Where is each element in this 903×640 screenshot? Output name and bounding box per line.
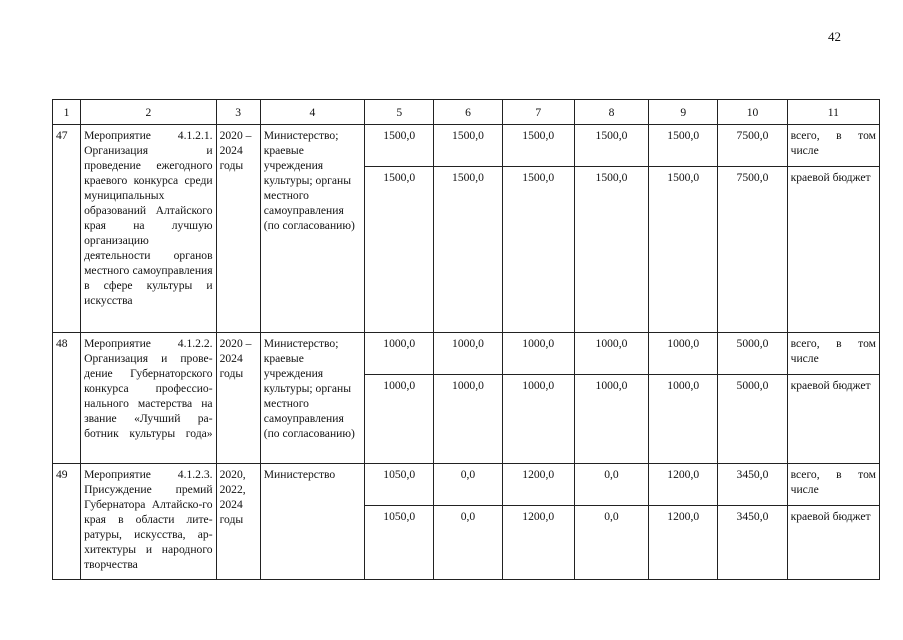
years: 2020 – 2024 годы	[216, 125, 260, 333]
column-header: 2	[81, 100, 216, 125]
column-header: 5	[365, 100, 434, 125]
value-cell: 1500,0	[649, 125, 718, 167]
total-cell: 7500,0	[718, 167, 787, 333]
funding-source: всего, в том числе	[787, 125, 879, 167]
value-cell: 1000,0	[502, 375, 574, 464]
value-cell: 0,0	[574, 464, 648, 506]
funding-source: всего, в том числе	[787, 333, 879, 375]
table-row	[53, 125, 880, 167]
header-row	[53, 100, 880, 125]
column-header: 8	[574, 100, 648, 125]
column-header: 9	[649, 100, 718, 125]
value-cell: 1500,0	[365, 167, 434, 333]
value-cell: 1500,0	[649, 167, 718, 333]
funding-source: краевой бюджет	[787, 375, 879, 464]
column-header: 1	[53, 100, 81, 125]
program-table	[52, 99, 880, 580]
column-header: 3	[216, 100, 260, 125]
value-cell: 1500,0	[574, 167, 648, 333]
value-cell: 1000,0	[365, 375, 434, 464]
value-cell: 1000,0	[502, 333, 574, 375]
page-number: 42	[828, 29, 841, 44]
value-cell: 1200,0	[649, 506, 718, 580]
total-cell: 3450,0	[718, 506, 787, 580]
row-number: 48	[53, 333, 81, 464]
value-cell: 1500,0	[434, 167, 502, 333]
column-header: 11	[787, 100, 879, 125]
executor: Министерство; краевые учреждения культуры; органы местного самоуправления (по согласованию)	[260, 333, 364, 464]
funding-source: всего, в том числе	[787, 464, 879, 506]
total-cell: 5000,0	[718, 333, 787, 375]
value-cell: 1050,0	[365, 464, 434, 506]
value-cell: 1000,0	[574, 333, 648, 375]
value-cell: 1500,0	[365, 125, 434, 167]
years: 2020, 2022, 2024 годы	[216, 464, 260, 580]
row-number: 47	[53, 125, 81, 333]
value-cell: 1500,0	[574, 125, 648, 167]
column-header: 7	[502, 100, 574, 125]
total-cell: 3450,0	[718, 464, 787, 506]
executor: Министерство; краевые учреждения культуры; органы местного самоуправления (по согласованию)	[260, 125, 364, 333]
value-cell: 0,0	[434, 464, 502, 506]
value-cell: 0,0	[574, 506, 648, 580]
value-cell: 1500,0	[502, 167, 574, 333]
event-description: Мероприятие 4.1.2.3. Присуждение премий Губернатора Алтайско-го края в области лите-ратуры, искусства, ар-хитектуры и народного творчества	[81, 464, 216, 580]
years: 2020 – 2024 годы	[216, 333, 260, 464]
table-row	[53, 464, 880, 506]
table-row	[53, 333, 880, 375]
value-cell: 1500,0	[434, 125, 502, 167]
value-cell: 0,0	[434, 506, 502, 580]
row-number: 49	[53, 464, 81, 580]
executor: Министерство	[260, 464, 364, 580]
value-cell: 1000,0	[574, 375, 648, 464]
total-cell: 5000,0	[718, 375, 787, 464]
column-header: 10	[718, 100, 787, 125]
value-cell: 1000,0	[434, 375, 502, 464]
column-header: 6	[434, 100, 502, 125]
event-description: Мероприятие 4.1.2.1. Организация и проведение ежегодного краевого конкурса среди муниципальных образований Алтайского края на лучшую организацию деятельности органов местного самоуправления в сфере культуры и искусства	[81, 125, 216, 333]
event-description: Мероприятие 4.1.2.2. Организация и прове-дение Губернаторского конкурса профессио-нального мастерства на звание «Лучший ра-ботник культуры года»	[81, 333, 216, 464]
funding-source: краевой бюджет	[787, 506, 879, 580]
column-header: 4	[260, 100, 364, 125]
value-cell: 1000,0	[649, 333, 718, 375]
value-cell: 1500,0	[502, 125, 574, 167]
value-cell: 1200,0	[649, 464, 718, 506]
value-cell: 1200,0	[502, 506, 574, 580]
value-cell: 1000,0	[434, 333, 502, 375]
value-cell: 1000,0	[649, 375, 718, 464]
total-cell: 7500,0	[718, 125, 787, 167]
value-cell: 1050,0	[365, 506, 434, 580]
value-cell: 1000,0	[365, 333, 434, 375]
value-cell: 1200,0	[502, 464, 574, 506]
funding-source: краевой бюджет	[787, 167, 879, 333]
